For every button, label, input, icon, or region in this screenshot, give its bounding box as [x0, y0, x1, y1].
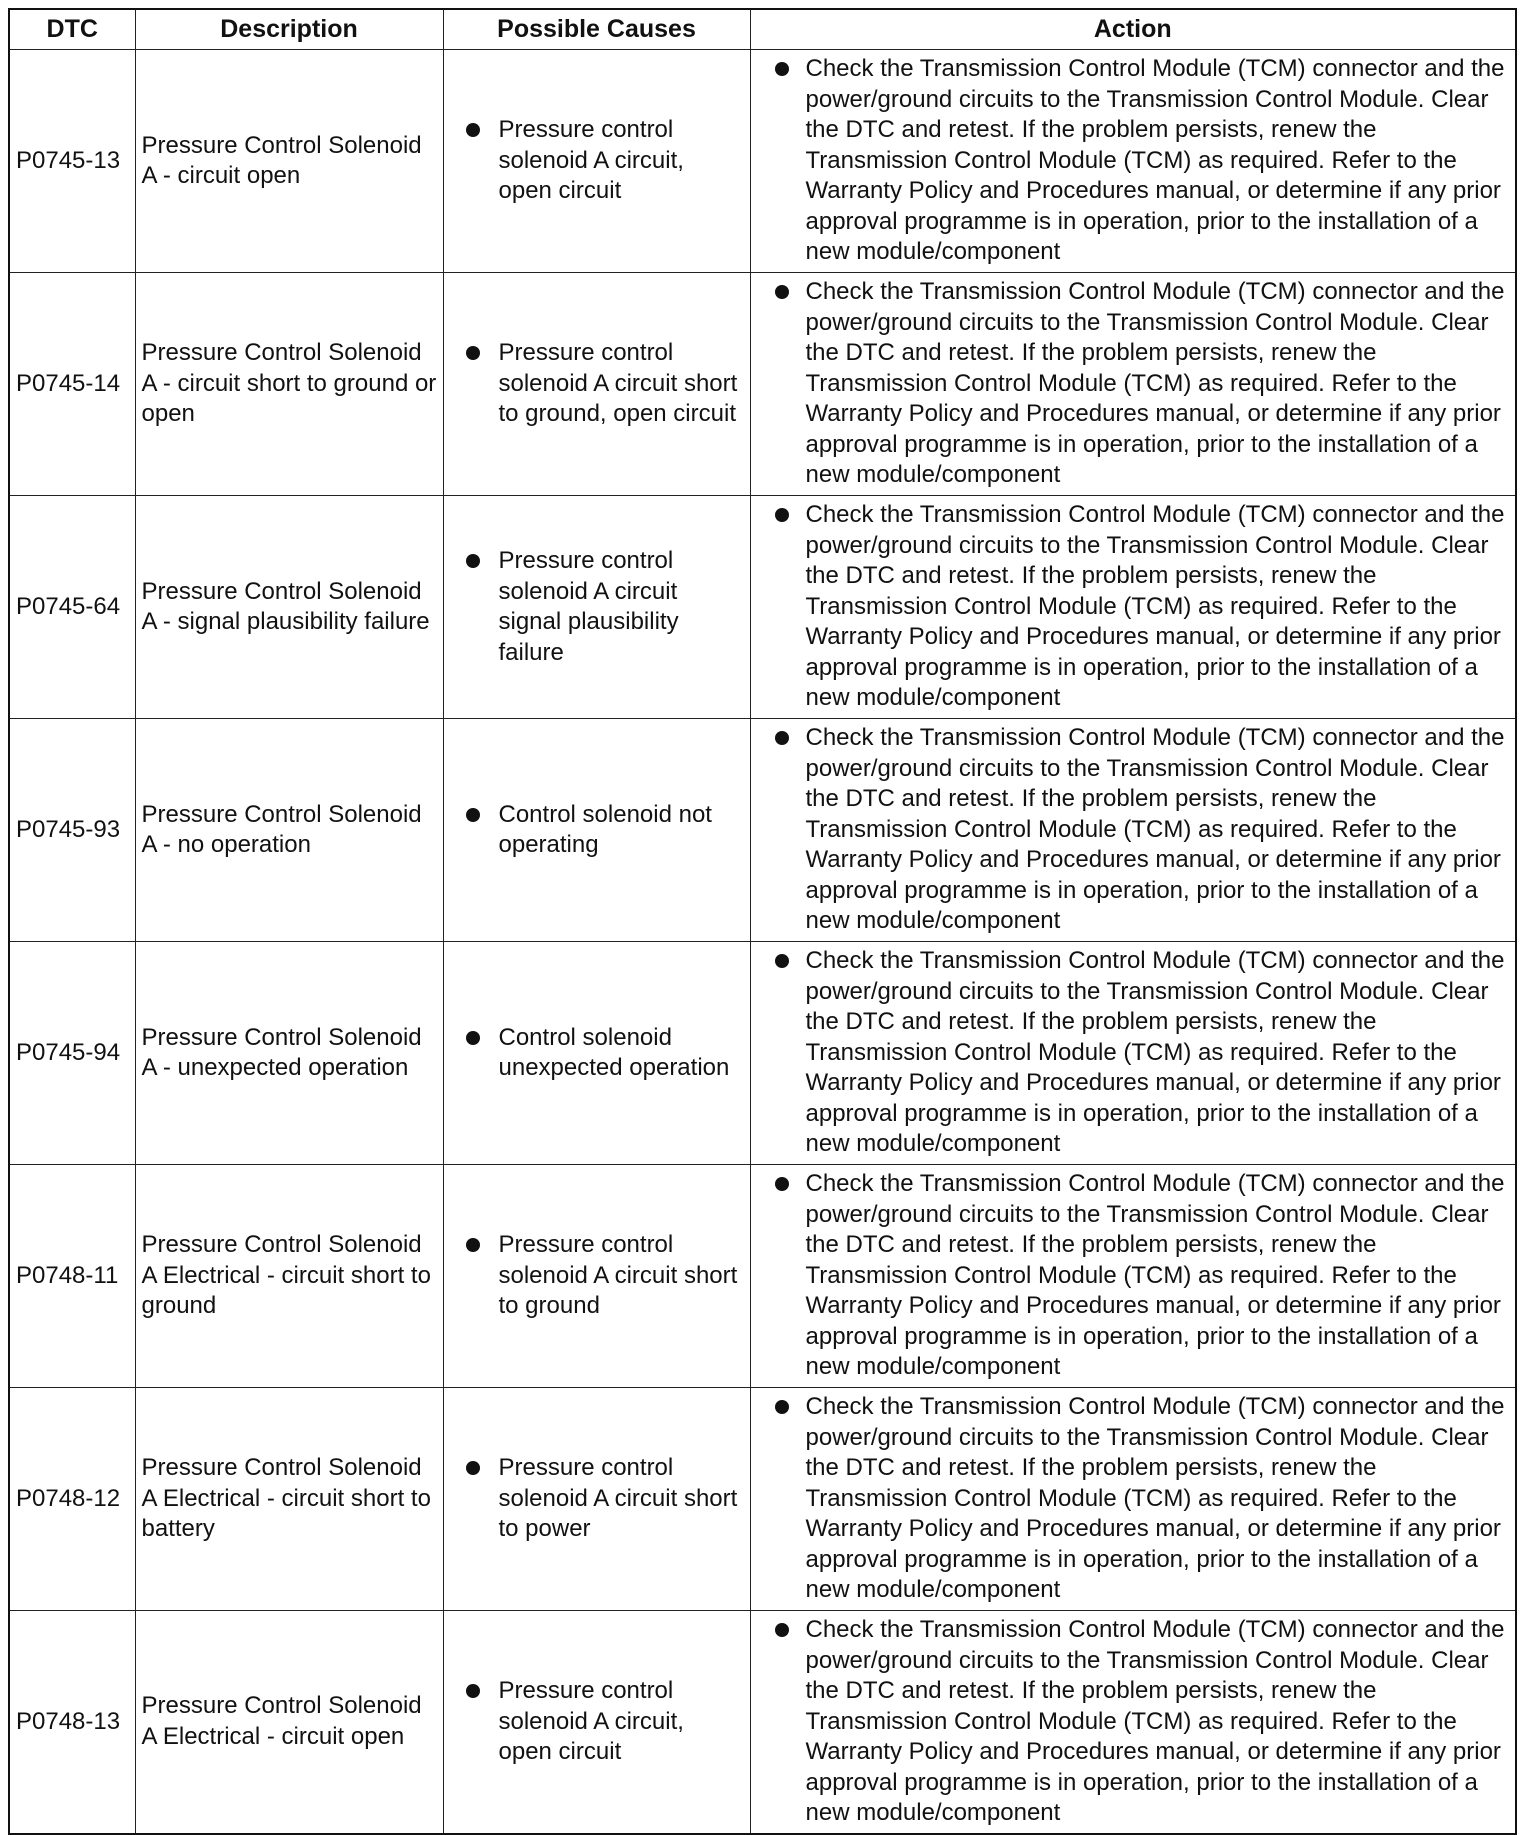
possible-cause-text: Pressure control solenoid A circuit, open circuit	[498, 1677, 684, 1765]
possible-cause-cell	[443, 1165, 750, 1388]
action-text: Check the Transmission Control Module (TCM) connector and the power/ground circuits to the Transmission Control Module. Clear the DTC and retest. If the problem persists, renew the Transmission Control Module (TCM) as required. Refer to the Warranty Policy and Procedures manual, or determine if any prior approval programme is in operation, prior to the installation of a new module/component	[805, 724, 1505, 935]
possible-cause-item	[444, 1676, 750, 1768]
action-cell	[750, 496, 1516, 719]
action-text: Check the Transmission Control Module (TCM) connector and the power/ground circuits to the Transmission Control Module. Clear the DTC and retest. If the problem persists, renew the Transmission Control Module (TCM) as required. Refer to the Warranty Policy and Procedures manual, or determine if any prior approval programme is in operation, prior to the installation of a new module/component	[805, 1170, 1505, 1381]
action-cell	[750, 942, 1516, 1165]
possible-cause-text: Pressure control solenoid A circuit short to ground	[498, 1231, 738, 1320]
action-cell	[750, 1165, 1516, 1388]
table-row	[9, 496, 1516, 719]
action-item	[751, 946, 1516, 1160]
header-dtc: DTC	[9, 9, 135, 50]
possible-cause-text: Pressure control solenoid A circuit signal plausibility failure	[498, 547, 679, 666]
action-item	[751, 1615, 1516, 1829]
table-body	[9, 50, 1516, 1834]
dtc-code: P0745-94	[9, 942, 135, 1165]
bullet-icon	[775, 285, 789, 299]
possible-cause-cell	[443, 1611, 750, 1834]
table-row	[9, 1165, 1516, 1388]
bullet-icon	[466, 554, 480, 568]
possible-cause-text: Control solenoid not operating	[498, 800, 712, 858]
table-row	[9, 1388, 1516, 1611]
action-text: Check the Transmission Control Module (TCM) connector and the power/ground circuits to the Transmission Control Module. Clear the DTC and retest. If the problem persists, renew the Transmission Control Module (TCM) as required. Refer to the Warranty Policy and Procedures manual, or determine if any prior approval programme is in operation, prior to the installation of a new module/component	[805, 1616, 1505, 1826]
possible-cause-text: Pressure control solenoid A circuit short to ground, open circuit	[498, 339, 738, 428]
bullet-icon	[466, 808, 480, 822]
dtc-description: Pressure Control Solenoid A - circuit short to ground or open	[135, 273, 443, 496]
action-text: Check the Transmission Control Module (TCM) connector and the power/ground circuits to the Transmission Control Module. Clear the DTC and retest. If the problem persists, renew the Transmission Control Module (TCM) as required. Refer to the Warranty Policy and Procedures manual, or determine if any prior approval programme is in operation, prior to the installation of a new module/component	[805, 501, 1505, 712]
header-description: Description	[135, 9, 443, 50]
possible-cause-item	[444, 546, 750, 668]
dtc-code: P0745-93	[9, 719, 135, 942]
dtc-description: Pressure Control Solenoid A - no operation	[135, 719, 443, 942]
bullet-icon	[775, 508, 789, 522]
possible-cause-text: Pressure control solenoid A circuit, open circuit	[498, 116, 684, 205]
bullet-icon	[775, 1177, 789, 1191]
bullet-icon	[775, 62, 789, 76]
bullet-icon	[775, 954, 789, 968]
table-row	[9, 273, 1516, 496]
header-row	[9, 9, 1516, 50]
dtc-description: Pressure Control Solenoid A - circuit open	[135, 50, 443, 273]
dtc-description: Pressure Control Solenoid A Electrical - circuit open	[135, 1611, 443, 1834]
bullet-icon	[775, 731, 789, 745]
possible-cause-text: Pressure control solenoid A circuit short to power	[498, 1454, 738, 1543]
action-item	[751, 1392, 1516, 1606]
dtc-description: Pressure Control Solenoid A Electrical - circuit short to ground	[135, 1165, 443, 1388]
bullet-icon	[466, 1031, 480, 1045]
dtc-description: Pressure Control Solenoid A - signal plausibility failure	[135, 496, 443, 719]
possible-cause-item	[444, 1453, 750, 1545]
possible-cause-cell	[443, 273, 750, 496]
table-row	[9, 942, 1516, 1165]
action-item	[751, 723, 1516, 937]
header-possible-causes: Possible Causes	[443, 9, 750, 50]
dtc-table	[8, 8, 1517, 1835]
dtc-code: P0748-11	[9, 1165, 135, 1388]
possible-cause-cell	[443, 1388, 750, 1611]
dtc-code: P0748-13	[9, 1611, 135, 1834]
bullet-icon	[775, 1623, 789, 1637]
possible-cause-item	[444, 800, 750, 861]
bullet-icon	[466, 1238, 480, 1252]
action-cell	[750, 1611, 1516, 1834]
table-row	[9, 50, 1516, 273]
bullet-icon	[466, 346, 480, 360]
dtc-code: P0748-12	[9, 1388, 135, 1611]
possible-cause-cell	[443, 496, 750, 719]
possible-cause-item	[444, 338, 750, 430]
dtc-description: Pressure Control Solenoid A - unexpected operation	[135, 942, 443, 1165]
possible-cause-cell	[443, 719, 750, 942]
dtc-code: P0745-64	[9, 496, 135, 719]
table-header	[9, 9, 1516, 50]
possible-cause-item	[444, 1023, 750, 1084]
dtc-code: P0745-14	[9, 273, 135, 496]
possible-cause-cell	[443, 942, 750, 1165]
action-cell	[750, 50, 1516, 273]
possible-cause-text: Control solenoid unexpected operation	[498, 1023, 730, 1081]
action-text: Check the Transmission Control Module (TCM) connector and the power/ground circuits to the Transmission Control Module. Clear the DTC and retest. If the problem persists, renew the Transmission Control Module (TCM) as required. Refer to the Warranty Policy and Procedures manual, or determine if any prior approval programme is in operation, prior to the installation of a new module/component	[805, 278, 1505, 489]
table-row	[9, 1611, 1516, 1834]
possible-cause-item	[444, 115, 750, 207]
action-item	[751, 277, 1516, 491]
bullet-icon	[775, 1400, 789, 1414]
action-item	[751, 54, 1516, 268]
action-item	[751, 1169, 1516, 1383]
possible-cause-item	[444, 1230, 750, 1322]
dtc-description: Pressure Control Solenoid A Electrical - circuit short to battery	[135, 1388, 443, 1611]
table-row	[9, 719, 1516, 942]
bullet-icon	[466, 1461, 480, 1475]
action-text: Check the Transmission Control Module (TCM) connector and the power/ground circuits to the Transmission Control Module. Clear the DTC and retest. If the problem persists, renew the Transmission Control Module (TCM) as required. Refer to the Warranty Policy and Procedures manual, or determine if any prior approval programme is in operation, prior to the installation of a new module/component	[805, 1393, 1505, 1604]
action-cell	[750, 1388, 1516, 1611]
bullet-icon	[466, 1684, 480, 1698]
bullet-icon	[466, 123, 480, 137]
action-text: Check the Transmission Control Module (TCM) connector and the power/ground circuits to the Transmission Control Module. Clear the DTC and retest. If the problem persists, renew the Transmission Control Module (TCM) as required. Refer to the Warranty Policy and Procedures manual, or determine if any prior approval programme is in operation, prior to the installation of a new module/component	[805, 55, 1505, 266]
possible-cause-cell	[443, 50, 750, 273]
action-item	[751, 500, 1516, 714]
action-cell	[750, 273, 1516, 496]
header-action: Action	[750, 9, 1516, 50]
action-text: Check the Transmission Control Module (TCM) connector and the power/ground circuits to the Transmission Control Module. Clear the DTC and retest. If the problem persists, renew the Transmission Control Module (TCM) as required. Refer to the Warranty Policy and Procedures manual, or determine if any prior approval programme is in operation, prior to the installation of a new module/component	[805, 947, 1505, 1158]
dtc-code: P0745-13	[9, 50, 135, 273]
action-cell	[750, 719, 1516, 942]
